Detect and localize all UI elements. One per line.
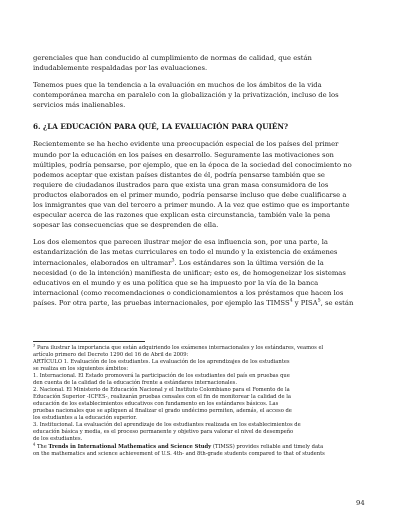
text-run: , se están — [320, 298, 354, 307]
text-line: los inmigrantes que van del tercero a primer mundo. A la vez que estimo que es importante — [33, 201, 350, 210]
text-run: países. Por otra parte, las pruebas internacionales, por ejemplo las TIMSS — [33, 298, 290, 307]
footnote-line: 1. Internacional. El Estado promoverá la participación de los estudiantes del país en pruebas que — [33, 373, 290, 379]
main-text — [33, 53, 369, 315]
text-run: Para ilustrar la importancia que están adquiriendo los exámenes internacionales y los estándares, veamos el — [35, 345, 324, 351]
text-run: y PISA — [292, 298, 318, 307]
footnote-ref[interactable]: 4 — [289, 298, 293, 304]
footnote-3 — [33, 345, 369, 443]
footnotes — [33, 345, 369, 458]
section-heading: 6. ¿LA EDUCACIÓN PARA QUÉ, LA EVALUACIÓN PARA QUIÉN? — [33, 122, 289, 132]
footnote-line: los estudiantes a la educación superior. — [33, 415, 137, 421]
footnote-line: on the mathematics and science achievement of U.S. 4th- and 8th-grade students compared to that of students — [33, 450, 325, 457]
footnote-line: de los estudiantes. — [33, 436, 83, 442]
text-run: The — [35, 443, 49, 450]
text-run-bold: Trends in International Mathematics and Science Study — [48, 443, 212, 450]
text-line: internacional (como recomendaciones o condicionamientos a los préstamos que hacen los — [33, 288, 344, 297]
text-line: especular acerca de las razones que explican esta circunstancia, también vale la pena — [33, 211, 331, 220]
text-line — [33, 258, 369, 268]
footnote-line — [33, 441, 369, 451]
paragraph-concern — [33, 139, 369, 230]
footnote-line: educación de los establecimientos educativos con fundamento en los estándares básicos. Las — [33, 401, 279, 407]
text-run: internacionales, elaborados en ultramar — [33, 258, 172, 267]
text-line: Recientemente se ha hecho evidente una preocupación especial de los países del primer — [33, 140, 339, 149]
footnote-line: den cuenta de la calidad de la educación frente a estándares internacionales. — [33, 380, 237, 386]
paragraph-intro — [33, 53, 369, 73]
footnote-line: artículo primero del Decreto 1290 del 16 de Abril de 2009: — [33, 352, 189, 358]
text-line: sopesar las consecuencias que se desprenden de ella. — [33, 221, 219, 230]
text-line: contemporánea marcha en paralelo con la globalización y la privatización, incluso de los — [33, 91, 339, 100]
text-line: estandarización de las metas curriculares en todo el mundo y la existencia de exámenes — [33, 248, 338, 257]
footnote-line: pruebas nacionales que se apliquen al finalizar el grado undécimo permiten, además, el acceso de — [33, 408, 292, 414]
text-line: necesidad (o de la intención) manifiesta de unificar; esto es, de homogeneizar los sistemas — [33, 268, 346, 277]
text-line: productos elaborados en el primer mundo, podría pensarse incluso que debe cualificarse a — [33, 190, 347, 199]
text-line: gerenciales que han conducido al cumplimiento de normas de calidad, que están — [33, 54, 312, 62]
paragraph-trend — [33, 80, 369, 110]
text-line — [33, 298, 369, 308]
text-line: servicios más inalienables. — [33, 101, 126, 110]
footnote-4 — [33, 441, 369, 458]
footnote-line: educación básica y media, es el proceso permanente y objetivo para valorar el nivel de desempeño — [33, 429, 294, 435]
footnote-line — [33, 345, 369, 352]
footnote-mark: 3 — [33, 343, 36, 348]
paragraph-elements — [33, 237, 369, 308]
footnote-line: 3. Institucional. La evaluación del aprendizaje de los estudiantes realizada en los establecimientos de — [33, 422, 301, 428]
footnote-line: 2. Nacional. El Ministerio de Educación Nacional y el Instituto Colombiano para el Fomento de la — [33, 387, 290, 393]
text-line: educativos en el mundo y es una política que se ha impuesto por la vía de la banca — [33, 278, 319, 287]
text-run: (TIMSS) provides reliable and timely data — [211, 443, 324, 450]
text-line: mundo por la educación en los países en desarrollo. Seguramente las motivaciones son — [33, 150, 334, 159]
footnote-ref[interactable]: 3 — [171, 258, 175, 264]
text-line: Los dos elementos que parecen ilustrar mejor de esa influencia son, por una parte, la — [33, 238, 328, 247]
text-run: . Los estándares son la última versión de la — [174, 258, 324, 267]
footnote-mark: 4 — [33, 441, 36, 446]
footnote-divider — [33, 341, 145, 342]
text-line: indudablemente respaldadas por las evaluaciones. — [33, 64, 208, 73]
text-line: podemos aceptar que existan países distantes de él, podría pensarse también que se — [33, 170, 325, 179]
footnote-line: ARTÍCULO 1. Evaluación de los estudiantes. La evaluación de los aprendizajes de los estudiantes — [33, 359, 290, 365]
text-line: Tenemos pues que la tendencia a la evaluación en muchos de los ámbitos de la vida — [33, 81, 322, 90]
text-line: requiere de ciudadanos ilustrados para que exista una gran masa consumidora de los — [33, 180, 329, 189]
text-line: múltiples, podría pensarse, por ejemplo, que en la época de la sociedad del conocimiento no — [33, 160, 352, 169]
footnote-line: se realiza en los siguientes ámbitos: — [33, 366, 129, 372]
footnote-ref[interactable]: 5 — [317, 298, 321, 304]
page-number: 94 — [356, 499, 365, 507]
footnote-line: Educación Superior -ICFES-, realizarán pruebas censales con el fin de monitorear la calidad de la — [33, 394, 291, 400]
